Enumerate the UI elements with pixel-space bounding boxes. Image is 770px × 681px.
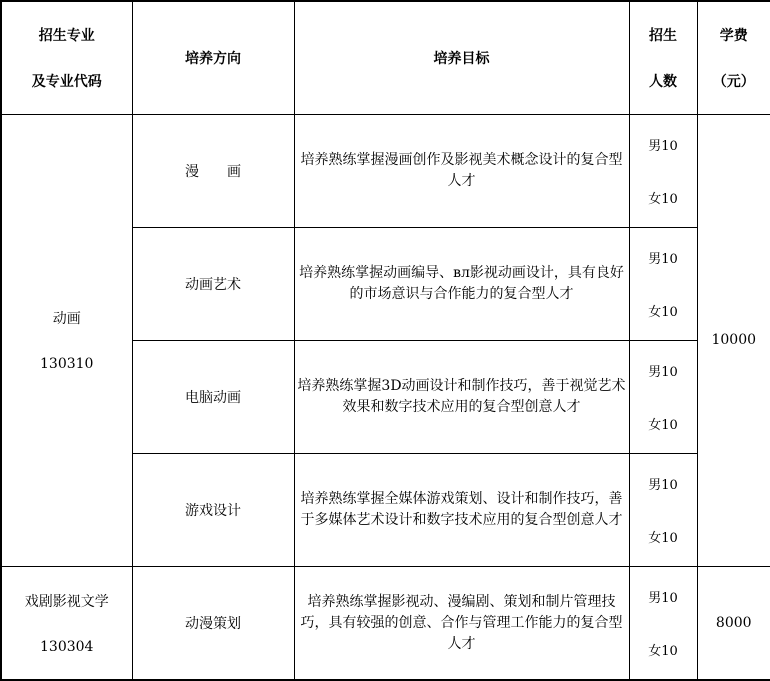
header-tuition-line2: （元） (712, 73, 755, 90)
major-name: 戏剧影视文学 (24, 594, 109, 611)
enrollment-cell (629, 227, 697, 340)
header-enrollment (629, 1, 697, 114)
objective-cell: 培养熟练掌握3D动画设计和制作技巧，善于视觉艺术效果和数字技术应用的复合型创意人才 (294, 340, 629, 453)
enrollment-female: 女10 (648, 304, 678, 320)
enrollment-male: 男10 (648, 364, 678, 380)
enrollment-male: 男10 (648, 251, 678, 267)
enrollment-male: 男10 (648, 478, 678, 494)
header-tuition (697, 1, 770, 114)
enrollment-cell (629, 114, 697, 227)
header-major-and-code (1, 1, 132, 114)
header-row (1, 1, 770, 114)
header-enrollment-line2: 人数 (649, 73, 677, 90)
objective-cell: 培养熟练掌握动画编导、вл影视动画设计，具有良好的市场意识与合作能力的复合型人才 (294, 227, 629, 340)
header-direction: 培养方向 (132, 1, 294, 114)
direction-cell: 漫 画 (132, 114, 294, 227)
major-cell-donghua (1, 114, 132, 567)
enrollment-cell (629, 567, 697, 680)
enrollment-male: 男10 (648, 138, 678, 154)
enrollment-cell (629, 454, 697, 567)
major-code: 130310 (40, 356, 94, 373)
enrollment-female: 女10 (648, 417, 678, 433)
tuition-cell: 8000 (697, 567, 770, 680)
direction-cell: 电脑动画 (132, 340, 294, 453)
enrollment-male: 男10 (648, 591, 678, 607)
header-objective: 培养目标 (294, 1, 629, 114)
major-name: 动画 (52, 311, 81, 328)
objective-cell: 培养熟练掌握影视动、漫编剧、策划和制片管理技巧，具有较强的创意、合作与管理工作能力的复合型人才 (294, 567, 629, 680)
major-cell-xiju (1, 567, 132, 680)
enrollment-female: 女10 (648, 531, 678, 547)
header-enrollment-line1: 招生 (649, 27, 677, 44)
table-row (1, 114, 770, 227)
header-major-line2: 及专业代码 (31, 73, 102, 90)
table-row (1, 567, 770, 680)
objective-cell: 培养熟练掌握全媒体游戏策划、设计和制作技巧，善于多媒体艺术设计和数字技术应用的复合型创意人才 (294, 454, 629, 567)
tuition-cell: 10000 (697, 114, 770, 567)
direction-cell: 动漫策划 (132, 567, 294, 680)
objective-cell: 培养熟练掌握漫画创作及影视美术概念设计的复合型人才 (294, 114, 629, 227)
header-major-line1: 招生专业 (38, 27, 95, 44)
direction-cell: 游戏设计 (132, 454, 294, 567)
enrollment-female: 女10 (648, 191, 678, 207)
major-code: 130304 (40, 639, 94, 656)
direction-cell: 动画艺术 (132, 227, 294, 340)
header-tuition-line1: 学费 (719, 27, 748, 44)
enrollment-female: 女10 (648, 644, 678, 660)
enrollment-cell (629, 340, 697, 453)
